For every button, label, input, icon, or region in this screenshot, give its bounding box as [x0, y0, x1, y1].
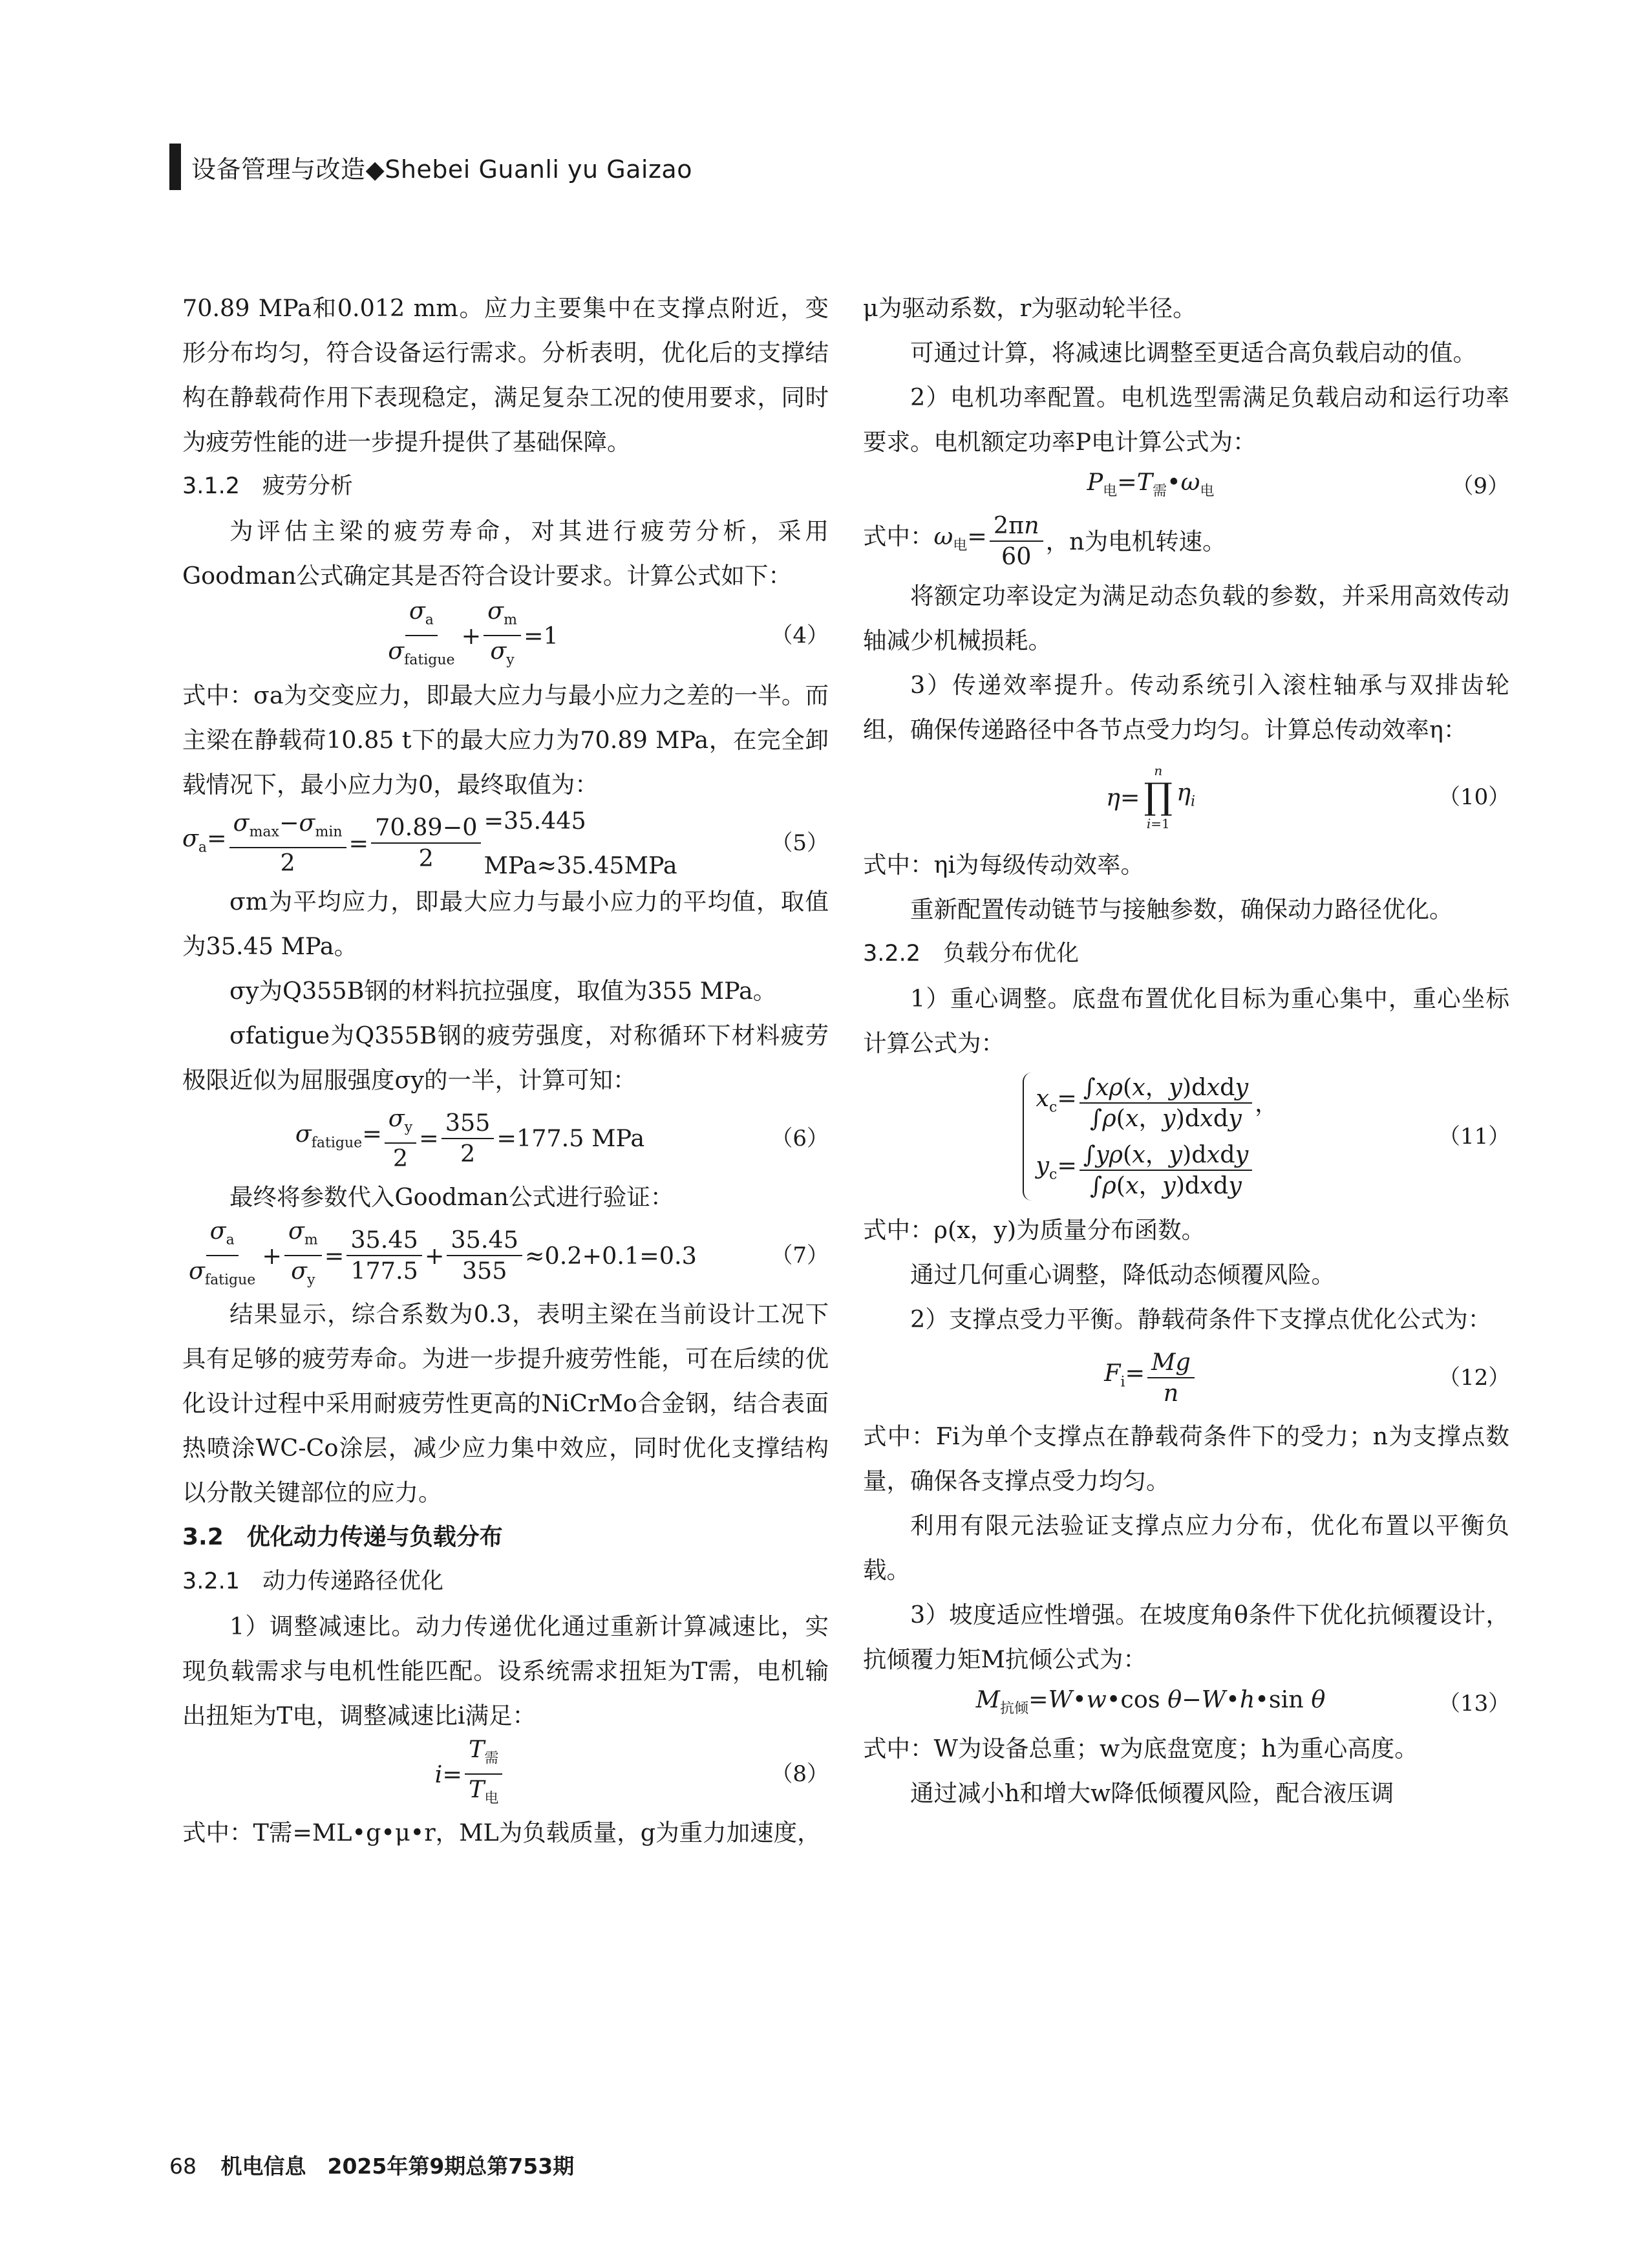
paragraph: 利用有限元法验证支撑点应力分布，优化布置以平衡负载。 [863, 1512, 1509, 1584]
paragraph: 2）电机功率配置。电机选型需满足负载启动和运行功率要求。电机额定功率P电计算公式为： [863, 383, 1509, 456]
equation-4: $\frac{\sigma_a}{\sigma_{fatigue}}$ + $\frac{\sigma_m}{\sigma_y}$ =1 （4） [388, 596, 829, 669]
paragraph: σy为Q355B钢的材料抗拉强度，取值为355 MPa。 [229, 977, 777, 1005]
paragraph: 式中：ρ(x，y)为质量分布函数。 [863, 1216, 1206, 1244]
page-number: 68 [169, 2154, 197, 2179]
paragraph: 可通过计算，将减速比调整至更适合高负载启动的值。 [910, 339, 1476, 367]
journal-info: 机电信息 2025年第9期总第753期 [220, 2154, 575, 2179]
paragraph: 式中：σa为交变应力，即最大应力与最小应力之差的一半。而主梁在静载荷10.85 t下的最大应力为70.89 MPa，在完全卸载情况下，最小应力为0，最终取值为： [182, 681, 829, 798]
paragraph: σm为平均应力，即最大应力与最小应力的平均值，取值为35.45 MPa。 [182, 888, 829, 960]
paragraph: 1）重心调整。底盘布置优化目标为重心集中，重心坐标计算公式为： [863, 985, 1509, 1057]
paragraph: 结果显示，综合系数为0.3，表明主梁在当前设计工况下具有足够的疲劳寿命。为进一步提升疲劳性能，可在后续的优化设计过程中采用耐疲劳性更高的NiCrMo合金钢，结合表面热喷涂WC-Co涂层，减少应力集中效应，同时优化支撑结构以分散关键部位的应力。 [182, 1300, 829, 1506]
section-heading: 3.2.1 动力传递路径优化 [182, 1568, 444, 1594]
equation-7: $\frac{\sigma_a}{\sigma_{fatigue}}$ + $\frac{\sigma_m}{\sigma_y}$ = $\frac{35.45}{177.5}$ + $\frac{35.45}{355}$ ≈0.2+0.1=0.3 （7） [189, 1216, 829, 1289]
equation-number: （11） [1438, 1123, 1511, 1150]
paragraph: 最终将参数代入Goodman公式进行验证： [229, 1183, 674, 1211]
equation-result: ≈0.2+0.1=0.3 [524, 1241, 697, 1270]
omega-definition: 式中：$\omega_电=$ $\frac{2\pi n}{60}$ ，n为电机转速。 [863, 511, 1226, 570]
equation-number: （10） [1438, 784, 1511, 810]
paragraph: 70.89 MPa和0.012 mm。应力主要集中在支撑点附近，变形分布均匀，符合设备运行需求。分析表明，优化后的支撑结构在静载荷作用下表现稳定，满足复杂工况的使用要求，同时为疲劳性能的进一步提升提供了基础保障。 [182, 294, 829, 456]
equation-5: $\sigma_a=$ $\frac{\sigma_{max}-\sigma_{min}}{2}$ = $\frac{70.89-0}{2}$ =35.445 MPa≈35.45MPa （5） [182, 807, 829, 879]
section-heading: 3.1.2 疲劳分析 [182, 473, 354, 499]
equation-number: （4） [771, 622, 829, 648]
right-column [863, 286, 1509, 1815]
equation-6: $\sigma_{fatigue}=$ $\frac{\sigma_y}{2}$ = $\frac{355}{2}$ =177.5 MPa （6） [295, 1104, 829, 1173]
equation-10: η= n ∏ i=1 $\eta_i$ （10） [1106, 763, 1511, 831]
equation-number: （5） [771, 829, 829, 856]
paragraph: 为评估主梁的疲劳寿命，对其进行疲劳分析，采用Goodman公式确定其是否符合设计要求。计算公式如下： [182, 517, 829, 590]
paragraph: 式中：T需=ML•g•μ•r，ML为负载质量，g为重力加速度， [182, 1819, 821, 1846]
equation-9: $P_电=T_需•\omega_电$ （9） [863, 464, 1509, 509]
paragraph: 重新配置传动链节与接触参数，确保动力路径优化。 [910, 895, 1453, 923]
paragraph: 3）坡度适应性增强。在坡度角θ条件下优化抗倾覆设计，抗倾覆力矩M抗倾公式为： [863, 1601, 1509, 1673]
equation-11: $x_c=$ $\frac{\text{∫xρ(x，y)dxdy}}{\text{∫ρ(x，y)dxdy}}$ ， $y_c=$ $\frac{\text{∫yρ(x，y)dxdy}}{\text{∫ρ(x，y)dxdy}}$ （11） [863, 1065, 1509, 1208]
running-header [169, 144, 692, 190]
paragraph: σfatigue为Q355B钢的疲劳强度，对称循环下材料疲劳极限近似为屈服强度σy的一半，计算可知： [182, 1022, 829, 1094]
equation-number: （13） [1438, 1691, 1511, 1717]
equation-result: =35.445 MPa≈35.45MPa [484, 807, 677, 879]
equation-result: =177.5 MPa [496, 1124, 645, 1153]
section-heading: 3.2 优化动力传递与负载分布 [182, 1524, 503, 1550]
page-footer [169, 2150, 574, 2180]
paragraph: 3）传递效率提升。传动系统引入滚柱轴承与双排齿轮组，确保传递路径中各节点受力均匀。计算总传动效率η： [863, 671, 1509, 744]
paragraph: 通过几何重心调整，降低动态倾覆风险。 [910, 1261, 1335, 1289]
equation-number: （6） [771, 1125, 829, 1151]
paragraph: 将额定功率设定为满足动态负载的参数，并采用高效传动轴减少机械损耗。 [863, 582, 1509, 654]
equation-number: （8） [771, 1760, 829, 1787]
paragraph: 式中：W为设备总重；w为底盘宽度；h为重心高度。 [863, 1735, 1418, 1762]
equation-number: （9） [1451, 473, 1509, 499]
equation-number: （7） [771, 1242, 829, 1268]
section-heading: 3.2.2 负载分布优化 [863, 941, 1080, 967]
paragraph: 式中：ηi为每级传动效率。 [863, 851, 1145, 879]
equation-12: $F_i=$ $\frac{Mg}{n}$ （12） [1104, 1348, 1511, 1407]
equation-8: i= $\frac{T_需}{T_电}$ （8） [434, 1735, 829, 1807]
header-bar [169, 144, 181, 190]
paragraph: 式中：Fi为单个支撑点在静载荷条件下的受力；n为支撑点数量，确保各支撑点受力均匀。 [863, 1422, 1509, 1495]
paragraph: 1）调整减速比。动力传递优化通过重新计算减速比，实现负载需求与电机性能匹配。设系统需求扭矩为T需，电机输出扭矩为T电，调整减速比i满足： [182, 1612, 829, 1729]
equation-13: $M_{抗倾}=W•w•\cos$ θ−W•h•sin θ （13） [863, 1682, 1509, 1726]
left-column [182, 286, 829, 1855]
paragraph: 2）支撑点受力平衡。静载荷条件下支撑点优化公式为： [910, 1305, 1492, 1333]
paragraph: μ为驱动系数，r为驱动轮半径。 [863, 294, 1197, 322]
paragraph: 通过减小h和增大w降低倾覆风险，配合液压调 [910, 1779, 1394, 1807]
header-text: 设备管理与改造◆Shebei Guanli yu Gaizao [191, 155, 692, 184]
equation-number: （12） [1438, 1364, 1511, 1391]
